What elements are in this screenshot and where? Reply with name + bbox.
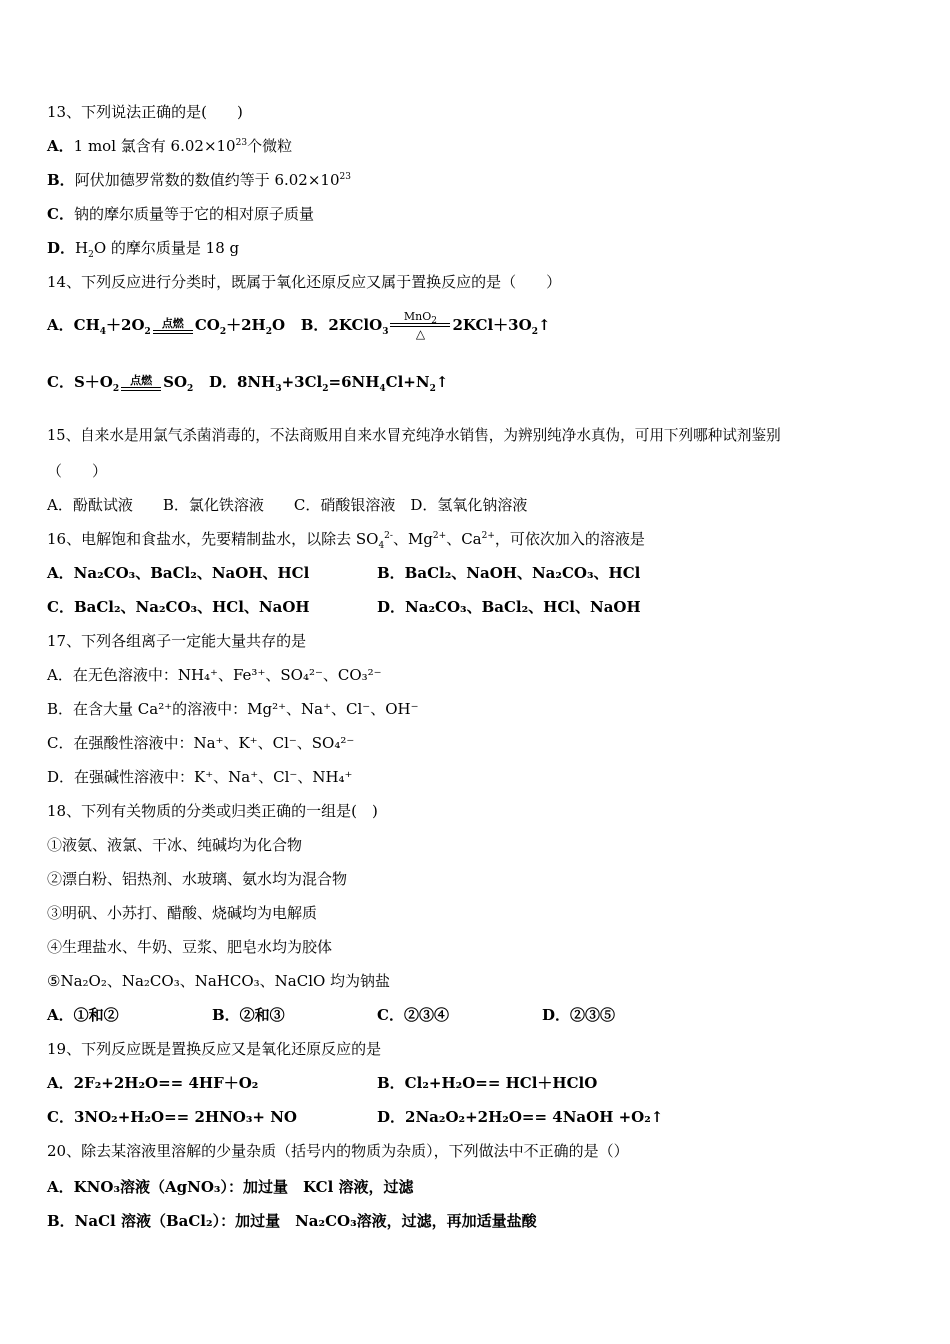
q18-item-2: ②漂白粉、铝热剂、水玻璃、氨水均为混合物 <box>47 870 348 888</box>
q16-option-b: B．BaCl₂、NaOH、Na₂CO₃、HCl <box>377 564 641 582</box>
q17-option-c: C．在强酸性溶液中：Na⁺、K⁺、Cl⁻、SO₄²⁻ <box>47 734 355 752</box>
q14-a-condition: 点燃 <box>161 317 184 330</box>
q18-item-5: ⑤Na₂O₂、Na₂CO₃、NaHCO₃、NaClO 均为钠盐 <box>47 972 391 990</box>
q18-stem: 18、下列有关物质的分类或归类正确的一组是( ) <box>47 802 378 820</box>
q19-option-c: C．3NO₂+H₂O== 2HNO₃+ NO <box>47 1108 297 1126</box>
q17-option-a: A．在无色溶液中：NH₄⁺、Fe³⁺、SO₄²⁻、CO₃²⁻ <box>47 666 382 684</box>
q16-option-c: C．BaCl₂、Na₂CO₃、HCl、NaOH <box>47 598 310 616</box>
q15-paren: （ ） <box>47 462 108 480</box>
q14-stem: 14、下列反应进行分类时，既属于氧化还原反应又属于置换反应的是（ ） <box>47 273 562 291</box>
q19-stem: 19、下列反应既是置换反应又是氧化还原反应的是 <box>47 1040 382 1058</box>
q20-stem: 20、除去某溶液里溶解的少量杂质（括号内的物质为杂质），下列做法中不正确的是（） <box>47 1142 629 1160</box>
q20-option-b: B．NaCl 溶液（BaCl₂）：加过量 Na₂CO₃溶液，过滤，再加适量盐酸 <box>47 1212 537 1230</box>
q19-option-b: B．Cl₂+H₂O== HCl＋HClO <box>377 1074 598 1092</box>
q20-option-a: A．KNO₃溶液（AgNO₃）：加过量 KCl 溶液，过滤 <box>47 1178 414 1196</box>
q17-option-d: D．在强碱性溶液中：K⁺、Na⁺、Cl⁻、NH₄⁺ <box>47 768 353 786</box>
q19-option-d: D．2Na₂O₂+2H₂O== 4NaOH +O₂↑ <box>377 1108 664 1126</box>
q18-item-4: ④生理盐水、牛奶、豆浆、肥皂水均为胶体 <box>47 938 333 956</box>
q18-item-3: ③明矾、小苏打、醋酸、烧碱均为电解质 <box>47 904 318 922</box>
q15-options: A．酚酞试液 B．氯化铁溶液 C．硝酸银溶液 D．氢氧化钠溶液 <box>47 496 528 514</box>
q16-option-d: D．Na₂CO₃、BaCl₂、HCl、NaOH <box>377 598 641 616</box>
q13-option-c: C．钠的摩尔质量等于它的相对原子质量 <box>47 205 314 223</box>
q13-stem: 13、下列说法正确的是( ) <box>47 103 243 121</box>
q15-stem: 15、自来水是用氯气杀菌消毒的，不法商贩用自来水冒充纯净水销售，为辨别纯净水真伪，可用下列哪种试剂鉴别 <box>47 427 781 444</box>
q18-item-1: ①液氨、液氯、干冰、纯碱均为化合物 <box>47 836 303 854</box>
q13-option-a: A．1 mol 氯含有 $6.02\times 10^{23}$个微粒 <box>47 137 293 155</box>
q16-option-a: A．Na₂CO₃、BaCl₂、NaOH、HCl <box>47 564 310 582</box>
q19-option-a: A．2F₂+2H₂O== 4HF＋O₂ <box>47 1074 259 1092</box>
q16-stem: 16、电解饱和食盐水，先要精制盐水，以除去 $SO_4^{2-}$、$Mg^{2+}$、$Ca^{2+}$，可依次加入的溶液是 <box>47 530 645 551</box>
q18-option-a: A．①和② <box>47 1006 119 1024</box>
q18-option-b: B．②和③ <box>212 1006 285 1024</box>
q17-option-b: B．在含大量 Ca²⁺的溶液中：Mg²⁺、Na⁺、Cl⁻、OH⁻ <box>47 700 419 718</box>
q14-options-cd: C．$S+O_2$ 点燃 $SO_2$ D．$8NH_3+3Cl_2=6NH_4Cl+N_2↑$ <box>47 373 449 394</box>
q14-c-condition: 点燃 <box>130 374 153 387</box>
q13-option-d: D．$H_2O$ 的摩尔质量是 18 g <box>47 239 240 260</box>
q17-stem: 17、下列各组离子一定能大量共存的是 <box>47 632 307 650</box>
q13-option-b: B．阿伏加德罗常数的数值约等于 $6.02\times 10^{23}$ <box>47 171 351 189</box>
q14-options-ab: A．$CH_4+2O_2$ 点燃 $CO_2+2H_2O$ B．2KClO$_3$ MnO$_2$ △ $2KCl+3O_2↑$ <box>47 310 551 341</box>
q18-option-d: D．②③⑤ <box>542 1006 616 1024</box>
q18-option-c: C．②③④ <box>377 1006 449 1024</box>
